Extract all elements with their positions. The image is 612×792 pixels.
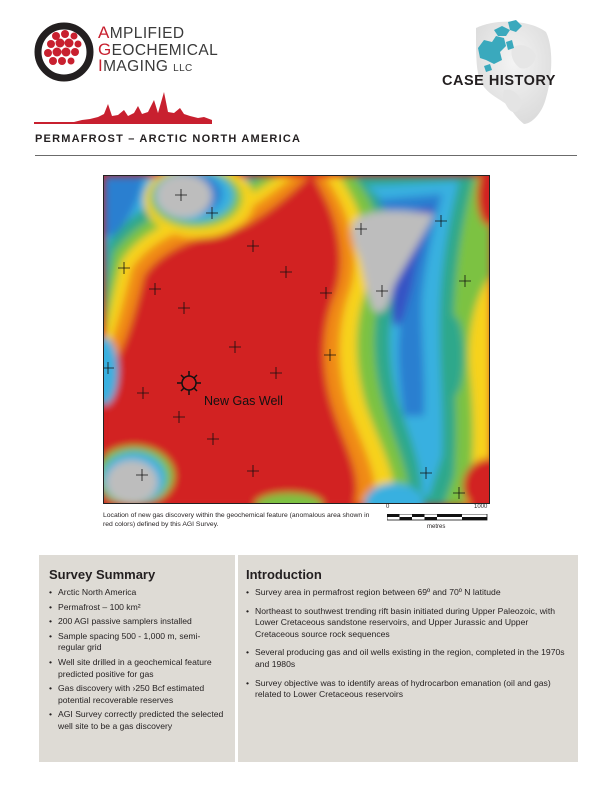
survey-summary-panel <box>39 555 235 762</box>
list-item: • Survey objective was to identify areas of hydrocarbon emanation (oil and gas) related to Lower Cretaceous reservoirs <box>246 678 570 701</box>
list-item: • 200 AGI passive samplers installed <box>49 616 225 628</box>
well-label: New Gas Well <box>204 394 283 408</box>
geochemical-map <box>103 175 490 504</box>
contour-map-graphic <box>104 176 490 504</box>
list-item: • Several producing gas and oil wells existing in the region, completed in the 1970s and 1980s <box>246 647 570 670</box>
list-item: • Survey area in permafrost region between 69º and 70º N latitude <box>246 587 570 599</box>
survey-summary-list <box>49 587 225 733</box>
map-caption: Location of new gas discovery within the geochemical feature (anomalous area shown in red colors) defined by this AGI Survey. <box>103 512 370 528</box>
scale-bar <box>383 504 493 540</box>
chromatogram-icon <box>34 86 212 124</box>
list-item: • Sample spacing 500 - 1,000 m, semi-regular grid <box>49 631 225 654</box>
scale-start-label: 0 <box>386 504 390 510</box>
scale-ruler-icon <box>387 514 489 522</box>
list-item: • Permafrost – 100 km² <box>49 602 225 614</box>
title-divider <box>35 155 577 156</box>
list-item: • Gas discovery with ›250 Bcf estimated potential recoverable reserves <box>49 683 225 706</box>
list-item: • Well site drilled in a geochemical feature predicted positive for gas <box>49 657 225 680</box>
introduction-heading: Introduction <box>246 567 322 582</box>
logo-wordmark: AMPLIFIED GEOCHEMICAL IMAGING LLC <box>98 23 219 75</box>
introduction-list <box>246 587 570 701</box>
page-title: PERMAFROST – ARCTIC NORTH AMERICA <box>35 133 302 145</box>
introduction-panel <box>238 555 578 762</box>
list-item: • AGI Survey correctly predicted the selected well site to be a gas discovery <box>49 709 225 732</box>
case-history-badge: CASE HISTORY <box>442 73 556 89</box>
company-logo <box>34 22 234 102</box>
logo-sphere-icon <box>34 22 98 86</box>
scale-unit-label: metres <box>427 524 446 530</box>
scale-end-label: 1000 <box>474 504 488 510</box>
globe-map-icon <box>476 18 554 126</box>
list-item: • Arctic North America <box>49 587 225 599</box>
list-item: • Northeast to southwest trending rift basin initiated during Upper Paleozoic, with Lower Cretaceous sandstone reservoirs, and Upper Jurassic and Upper Cretaceous source rock sequences <box>246 606 570 641</box>
survey-summary-heading: Survey Summary <box>49 567 156 582</box>
